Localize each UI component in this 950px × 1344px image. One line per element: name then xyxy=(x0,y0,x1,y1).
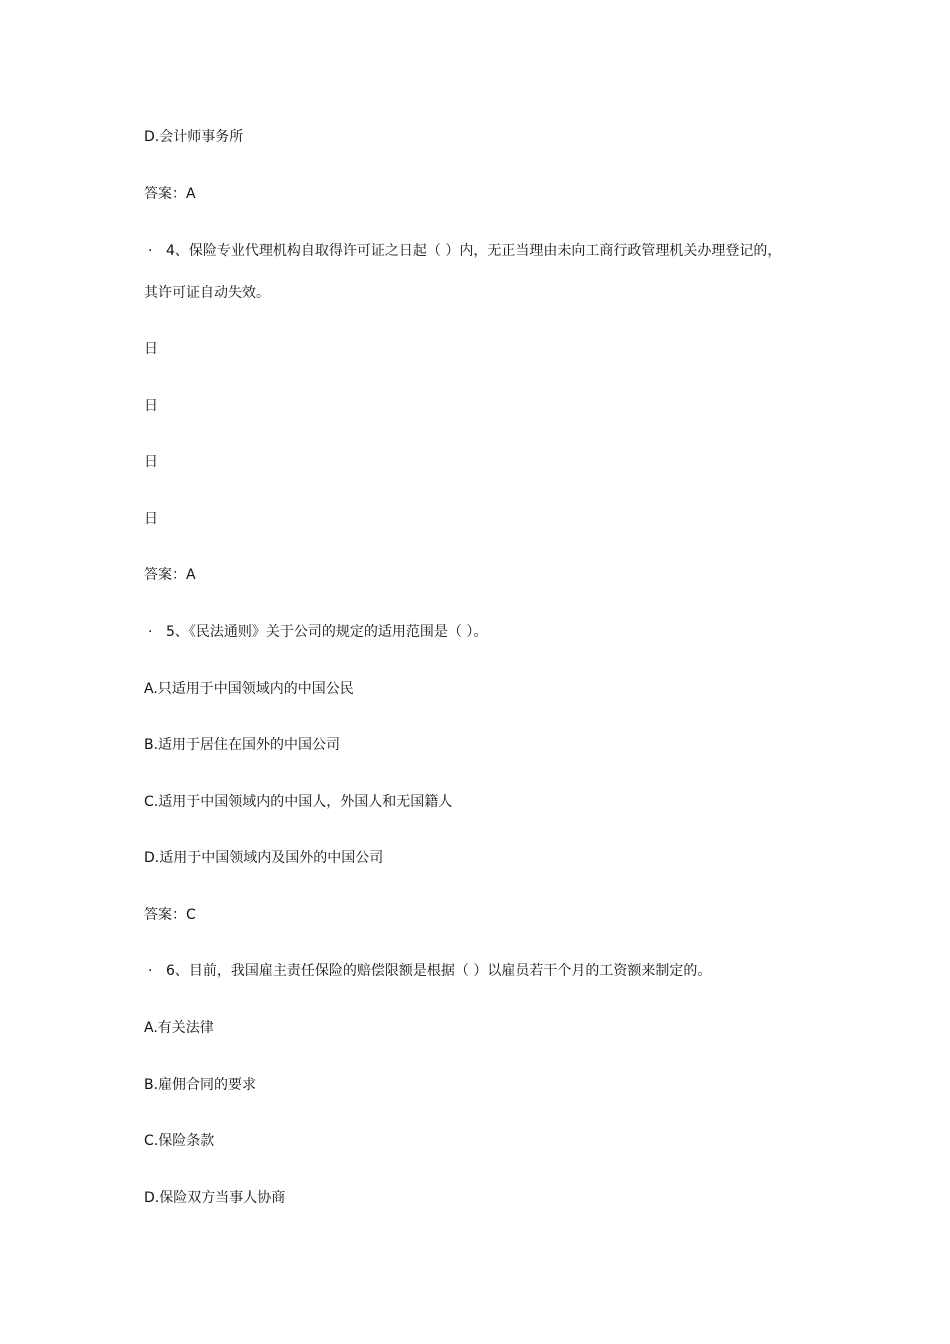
q6-option-c: C.保险条款 xyxy=(144,1133,215,1149)
q4-question-line2: 其许可证自动失效。 xyxy=(144,285,270,301)
q6-text: 6、目前，我国雇主责任保险的赔偿限额是根据（ ）以雇员若干个月的工资额来制定的。 xyxy=(166,963,712,979)
q5-option-d: D.适用于中国领域内及国外的中国公司 xyxy=(144,850,384,866)
q6-bullet: · xyxy=(148,963,153,979)
q4-option-2: 日 xyxy=(144,398,158,414)
q5-bullet: · xyxy=(148,624,153,640)
q5-text: 5、《民法通则》关于公司的规定的适用范围是（ ）。 xyxy=(166,624,488,640)
q4-answer: 答案：A xyxy=(144,567,196,583)
q4-option-4: 日 xyxy=(144,511,158,527)
q6-option-b: B.雇佣合同的要求 xyxy=(144,1077,257,1093)
q4-bullet: · xyxy=(148,243,153,259)
q5-option-c: C.适用于中国领域内的中国人，外国人和无国籍人 xyxy=(144,794,453,810)
q3-answer: 答案：A xyxy=(144,186,196,202)
q4-text-line1: 4、保险专业代理机构自取得许可证之日起（ ）内，无正当理由未向工商行政管理机关办理登记的， xyxy=(166,243,782,259)
q4-option-1: 日 xyxy=(144,341,158,357)
q3-option-d: D.会计师事务所 xyxy=(144,129,244,145)
q5-option-a: A.只适用于中国领域内的中国公民 xyxy=(144,681,354,697)
q5-option-b: B.适用于居住在国外的中国公司 xyxy=(144,737,341,753)
q6-option-a: A.有关法律 xyxy=(144,1020,214,1036)
q4-option-3: 日 xyxy=(144,454,158,470)
q6-question xyxy=(148,962,711,980)
q5-answer: 答案：C xyxy=(144,907,196,923)
q5-question xyxy=(148,623,487,641)
q4-question-line1 xyxy=(148,242,781,260)
q6-option-d: D.保险双方当事人协商 xyxy=(144,1190,286,1206)
